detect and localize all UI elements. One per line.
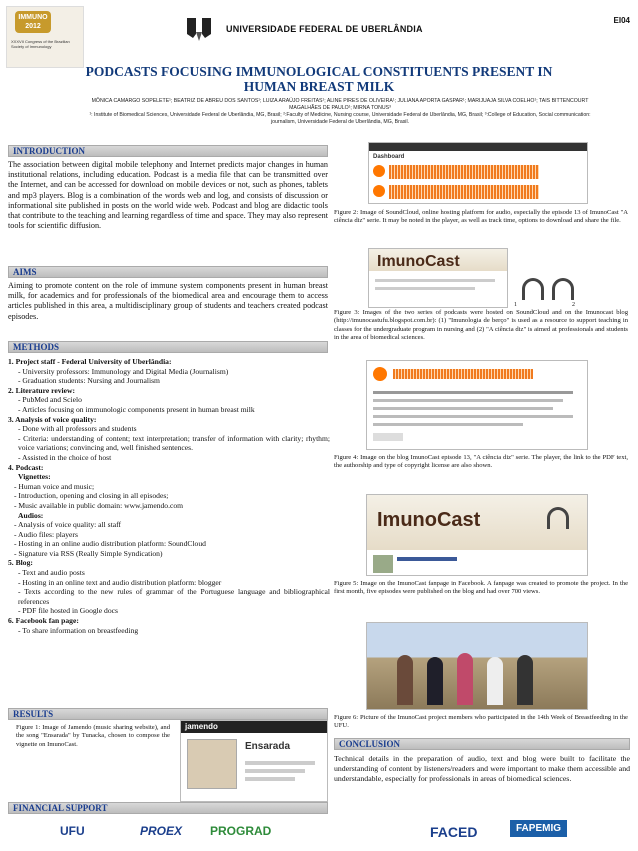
sponsor-fapemig: FAPEMIG bbox=[510, 820, 567, 837]
methods-item: 3. Analysis of voice quality: bbox=[8, 414, 97, 424]
figure-6-caption: Figure 6: Picture of the ImunoCast project members who participated in the 14th Week of Breastfeeding in the UFU. bbox=[334, 714, 628, 730]
section-introduction: INTRODUCTION bbox=[8, 145, 328, 157]
methods-item: - Text and audio posts bbox=[18, 568, 85, 578]
methods-item: - Signature via RSS (Really Simple Syndication) bbox=[14, 548, 163, 558]
methods-item: - Hosting in an online audio distribution platform: SoundCloud bbox=[14, 539, 206, 549]
methods-item: - PubMed and Scielo bbox=[18, 395, 82, 405]
congress-logo bbox=[6, 6, 84, 68]
imunocast-logo: ImunoCast bbox=[377, 509, 481, 531]
figure-4-caption: Figure 4: Image on the blog ImunoCast episode 13, "A ciência diz" serie. The player, the link to the PDF text, the authorship and type of copyright license are also shown. bbox=[334, 454, 628, 470]
methods-item: - Graduation students: Nursing and Journalism bbox=[18, 376, 160, 386]
methods-item: - Analysis of voice quality: all staff bbox=[14, 520, 121, 530]
section-methods: METHODS bbox=[8, 341, 328, 353]
methods-item: 4. Podcast: bbox=[8, 462, 44, 472]
poster-title: PODCASTS FOCUSING IMMUNOLOGICAL CONSTITUENTS PRESENT IN HUMAN BREAST MILK bbox=[85, 64, 553, 94]
introduction-text: The association between digital mobile telephony and Internet predicts major changes in human institutional relations, including education. Podcast is a media file that can be transmitted over the Internet, and can be accessed for download on mobile devices or not, such as phones, tablets and mp3 players. Blog is a combination of the words web and log, and consists of discussion or informational site published in posts on the world wide web. Podcast and blog are didactic tools that contribute to the teaching and learning regardless of time and space. They may also represent tools for scientific diffusion. bbox=[8, 160, 328, 231]
methods-item: - Hosting in an online text and audio distribution platform: blogger bbox=[18, 577, 222, 587]
figure-3-blog-screenshot bbox=[368, 248, 508, 308]
methods-list bbox=[8, 357, 330, 635]
section-conclusion: CONCLUSION bbox=[334, 738, 630, 750]
methods-item: - Done with all professors and students bbox=[18, 424, 137, 434]
methods-item: - PDF file hosted in Google docs bbox=[18, 606, 118, 616]
ufu-logo-icon bbox=[184, 14, 214, 44]
methods-item: Audios: bbox=[18, 510, 44, 520]
ensarada-title: Ensarada bbox=[245, 741, 291, 752]
congress-caption: XXXVII Congress of the Brazilian Society of Immunology bbox=[11, 39, 70, 49]
figure-2-soundcloud-screenshot bbox=[368, 142, 588, 204]
headphone-icon bbox=[552, 278, 574, 300]
methods-item: 6. Facebook fan page: bbox=[8, 616, 79, 626]
sponsor-prograd: PROGRAD bbox=[210, 824, 272, 838]
headphone-icon bbox=[547, 507, 569, 529]
methods-item: - Introduction, opening and closing in all episodes; bbox=[14, 491, 169, 501]
methods-item: 1. Project staff - Federal University of Uberlândia: bbox=[8, 357, 172, 366]
figure-4-episode-screenshot bbox=[366, 360, 588, 450]
methods-item: - Criteria: understanding of content; text interpretation; transfer of information with clarity; rhythm; voice variations; convincing and, well finished sentences. bbox=[18, 433, 330, 453]
series-number-2: 2 bbox=[572, 302, 575, 308]
poster-code: EI04 bbox=[613, 16, 630, 25]
methods-item: 5. Blog: bbox=[8, 558, 33, 568]
methods-item: - Articles focusing on immunologic components present in human breast milk bbox=[18, 404, 255, 414]
conclusion-text: Technical details in the preparation of audio, text and blog were built to facilitate the understanding of content by listeners/readers and were important to make them accessible and understandable, especially for professionals in areas of biomedical sciences. bbox=[334, 754, 630, 783]
series-number-1: 1 bbox=[514, 302, 517, 308]
affiliations: ¹: Institute of Biomedical Sciences, Universidade Federal de Uberlândia, MG, Brasil; ²:Faculty of Medicine, Nursing course, Universidade Federal de Uberlândia, MG, Brasil; ³:College of Education, Social communication: journalism, Universidade Federal de Uberlândia, MG, Brasil. bbox=[89, 112, 591, 125]
methods-item: - Music available in public domain: www.jamendo.com bbox=[14, 500, 184, 510]
figure-3-caption: Figure 3: Images of the two series of podcasts were hosted on SoundCloud and on the Imunocast blog (http://imunocastufu.blogspot.com.br): (1) "Imunologia de berço" is used as a resource to support teaching in classes for the undergraduate program in nursing and (2) "A ciência diz" is aimed at professionals and students in the area of biomedical sciences. bbox=[334, 309, 628, 342]
methods-item: - Assisted in the choice of host bbox=[18, 452, 112, 462]
methods-item: 2. Literature review: bbox=[8, 385, 75, 395]
figure-1-jamendo-screenshot bbox=[180, 720, 328, 802]
sponsor-ufu: UFU bbox=[60, 824, 85, 838]
figure-1-caption: Figure 1: Image of Jamendo (music sharing website), and the song "Ensarada" by Tunacka, chosen to compose the vignette on ImunoCast. bbox=[16, 724, 170, 748]
imunocast-logo: ImunoCast bbox=[377, 253, 460, 270]
sponsor-proex: PROEX bbox=[140, 824, 183, 838]
figure-5-caption: Figure 5: Image on the ImunoCast fanpage in Facebook. A fanpage was created to promote the project. In the first month, five episodes were published on the blog and had over 700 views. bbox=[334, 580, 628, 596]
jamendo-logo: jamendo bbox=[185, 722, 218, 731]
university-name: UNIVERSIDADE FEDERAL DE UBERLÂNDIA bbox=[226, 24, 423, 34]
headphone-icon bbox=[522, 278, 544, 300]
soundcloud-dashboard: Dashboard bbox=[373, 154, 405, 160]
methods-item: - University professors: Immunology and Digital Media (Journalism) bbox=[18, 366, 229, 376]
author-list: MÔNICA CAMARGO SOPELETE¹; BEATRIZ DE ABREU DOS SANTOS¹; LUIZA ARAÚJO FREITAS¹; ALINE PIRES DE OLIVEIRA¹; JULIANA APORTA GASPAR¹; MARIJUAJA SILVA COELHO¹; TAIS BITTENCOURT MAGALHÃES DE PAULO¹; MIRNA TONUS³ bbox=[91, 98, 589, 111]
sponsor-logos bbox=[40, 818, 630, 848]
methods-item: - Human voice and music; bbox=[14, 481, 95, 491]
figure-2-caption: Figure 2: Image of SoundCloud, online hosting platform for audio, especially the episode 13 of ImunoCast "A ciência diz" serie. It may be noted in the player, as well as track time, options to download and share the file. bbox=[334, 209, 628, 225]
figure-5-facebook-screenshot bbox=[366, 494, 588, 576]
congress-badge: IMMUNO 2012 bbox=[15, 11, 51, 33]
methods-item: - Audio files: players bbox=[14, 529, 78, 539]
section-aims: AIMS bbox=[8, 266, 328, 278]
methods-item: Vignettes: bbox=[18, 472, 51, 482]
sponsor-faced: FACED bbox=[430, 824, 478, 840]
methods-item: - To share information on breastfeeding bbox=[18, 625, 139, 635]
section-financial-support: FINANCIAL SUPPORT bbox=[8, 802, 328, 814]
aims-text: Aiming to promote content on the role of immune system components present in human breast milk, for academics and for professionals of the biomedical area and encourage them to access articles published in this area, a multidisciplinary group of students and teachers created podcast episodes. bbox=[8, 281, 328, 321]
section-results: RESULTS bbox=[8, 708, 328, 720]
figure-6-team-photo bbox=[366, 622, 588, 710]
methods-item: - Texts according to the new rules of grammar of the Portuguese language and bibliographical references bbox=[18, 587, 330, 606]
